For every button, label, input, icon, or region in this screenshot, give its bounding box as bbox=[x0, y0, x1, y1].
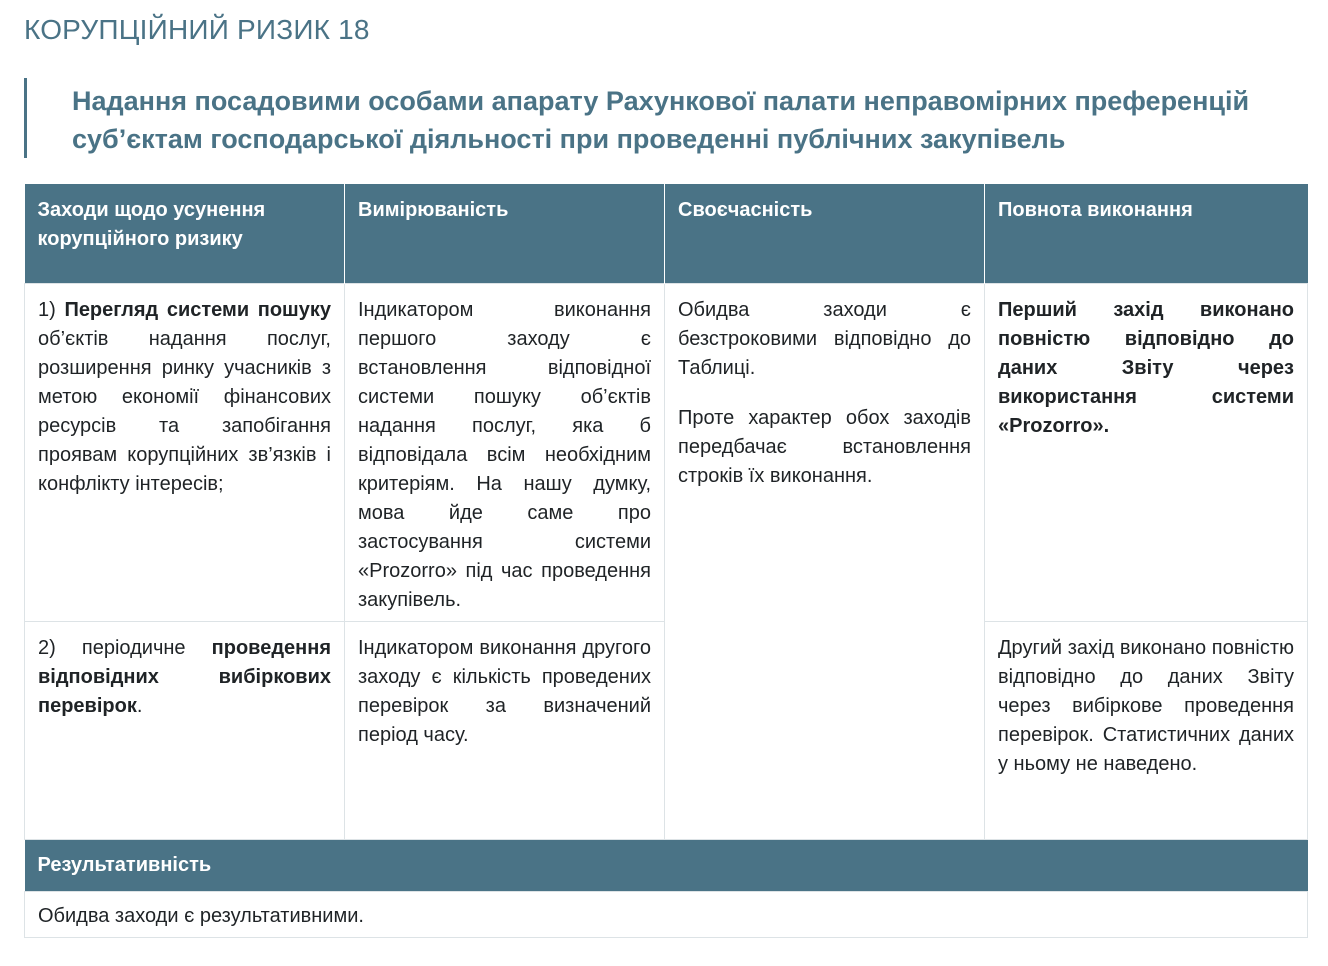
table-row bbox=[25, 283, 1308, 621]
timeliness-paragraph-1: Обидва заходи є безстроковими відповідно до Таблиці. bbox=[678, 298, 971, 379]
table-header-row bbox=[25, 184, 1308, 283]
measurability-cell-2: Індикатором виконання другого заходу є кількість проведених перевірок за визначений період часу. bbox=[345, 621, 665, 839]
result-header-row bbox=[25, 839, 1308, 891]
subtitle-block bbox=[24, 78, 1317, 158]
measure-1-rest: об’єктів надання послуг, розширення ринку учасників з метою економії фінансових ресурсів та запобігання проявам корупційних зв’язків і конфлікту інтересів; bbox=[38, 327, 331, 495]
risk-subtitle: Надання посадовими особами апарату Рахункової палати неправомірних преференцій суб’єктам господарської діяльності при проведенні публічних закупівель bbox=[72, 86, 1250, 154]
header-timeliness: Своєчасність bbox=[665, 184, 985, 283]
timeliness-paragraph-2: Проте характер обох заходів передбачає встановлення строків їх виконання. bbox=[678, 406, 971, 487]
measure-cell-1 bbox=[25, 283, 345, 621]
header-completeness: Повнота виконання bbox=[985, 184, 1308, 283]
completeness-cell-1 bbox=[985, 283, 1308, 621]
risk-heading: КОРУПЦІЙНИЙ РИЗИК 18 bbox=[24, 14, 370, 45]
completeness-cell-2: Другий захід виконано повністю відповідно до даних Звіту через вибіркове проведення перевірок. Статистичних даних у ньому не наведено. bbox=[985, 621, 1308, 839]
timeliness-cell bbox=[665, 283, 985, 839]
header-measurability: Вимірюваність bbox=[345, 184, 665, 283]
result-label: Результативність bbox=[25, 839, 1308, 891]
result-text: Обидва заходи є результативними. bbox=[25, 891, 1308, 937]
measure-2-prefix: 2) періодичне bbox=[38, 636, 212, 659]
measure-1-bold: Перегляд системи пошуку bbox=[64, 298, 331, 321]
measure-2-rest: . bbox=[136, 694, 143, 717]
measure-2-bold: проведення відповідних вибіркових перевірок bbox=[38, 636, 331, 717]
result-body-row bbox=[25, 891, 1308, 937]
measure-cell-2 bbox=[25, 621, 345, 839]
measurability-cell-1: Індикатором виконання першого заходу є встановлення відповідної системи пошуку об’єктів надання послуг, яка б відповідала всім необхідним критеріям. На нашу думку, мова йде саме про застосування системи «Prozorro» під час проведення закупівель. bbox=[345, 283, 665, 621]
risk-assessment-table bbox=[24, 184, 1308, 938]
measure-1-prefix: 1) bbox=[38, 298, 65, 321]
completeness-1-text: Перший захід виконано повністю відповідно до даних Звіту через використання системи «Prozorro». bbox=[998, 298, 1294, 437]
header-measures: Заходи щодо усунення корупційного ризику bbox=[25, 184, 345, 283]
